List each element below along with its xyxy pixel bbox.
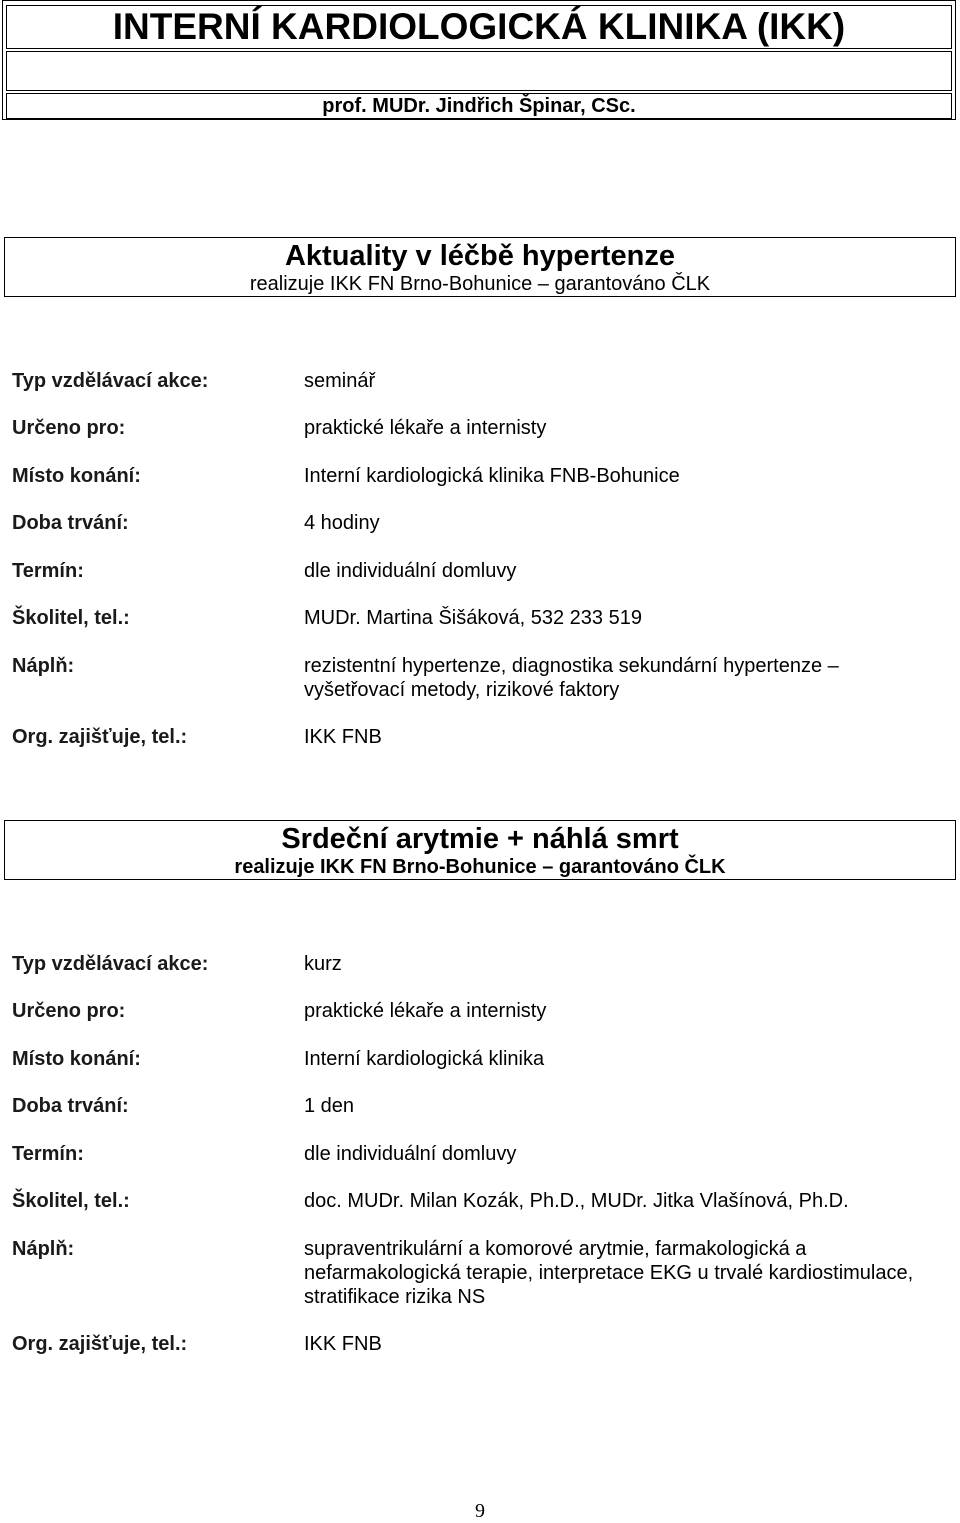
clinic-head: prof. MUDr. Jindřich Špinar, CSc. bbox=[6, 93, 952, 119]
course-2-header bbox=[4, 820, 956, 880]
course-2-value-location: Interní kardiologická klinika bbox=[304, 1048, 545, 1070]
course-2-label-location: Místo konání: bbox=[12, 1048, 141, 1070]
course-1-label-content: Náplň: bbox=[12, 655, 75, 677]
course-2-label-type: Typ vzdělávací akce: bbox=[12, 953, 209, 975]
course-1-value-audience: praktické lékaře a internisty bbox=[304, 417, 547, 439]
course-1-value-trainer: MUDr. Martina Šišáková, 532 233 519 bbox=[304, 607, 642, 629]
course-1-title: Aktuality v léčbě hypertenze bbox=[284, 240, 676, 272]
course-1-value-date: dle individuální domluvy bbox=[304, 560, 517, 582]
course-1-value-location: Interní kardiologická klinika FNB-Bohunice bbox=[304, 465, 680, 487]
course-2-label-date: Termín: bbox=[12, 1143, 84, 1165]
header-table bbox=[2, 0, 956, 120]
course-2-label-audience: Určeno pro: bbox=[12, 1000, 126, 1022]
course-1-subtitle: realizuje IKK FN Brno-Bohunice – garantováno ČLK bbox=[249, 273, 711, 295]
course-2-label-content: Náplň: bbox=[12, 1238, 75, 1260]
course-1-value-content: rezistentní hypertenze, diagnostika sekundární hypertenze – vyšetřovací metody, rizikové faktory bbox=[304, 655, 839, 701]
course-1-label-organizer: Org. zajišťuje, tel.: bbox=[12, 726, 188, 748]
course-1-header bbox=[4, 237, 956, 297]
course-2-label-duration: Doba trvání: bbox=[12, 1095, 129, 1117]
course-2-title: Srdeční arytmie + náhlá smrt bbox=[281, 823, 679, 855]
course-2-subtitle: realizuje IKK FN Brno-Bohunice – garantováno ČLK bbox=[234, 856, 726, 878]
header-empty-row bbox=[6, 51, 952, 91]
course-1-value-type: seminář bbox=[304, 370, 376, 392]
course-2-value-content: supraventrikulární a komorové arytmie, farmakologická a nefarmakologická terapie, interpretace EKG u trvalé kardiostimulace, stratifikace rizika NS bbox=[304, 1238, 914, 1308]
course-1-label-audience: Určeno pro: bbox=[12, 417, 126, 439]
course-2-value-organizer: IKK FNB bbox=[304, 1333, 382, 1355]
clinic-title: INTERNÍ KARDIOLOGICKÁ KLINIKA (IKK) bbox=[6, 5, 952, 49]
course-2-value-audience: praktické lékaře a internisty bbox=[304, 1000, 547, 1022]
course-2-label-organizer: Org. zajišťuje, tel.: bbox=[12, 1333, 188, 1355]
course-2-value-date: dle individuální domluvy bbox=[304, 1143, 517, 1165]
course-1-label-type: Typ vzdělávací akce: bbox=[12, 370, 209, 392]
course-1-label-location: Místo konání: bbox=[12, 465, 141, 487]
course-1-value-organizer: IKK FNB bbox=[304, 726, 382, 748]
course-1-label-trainer: Školitel, tel.: bbox=[12, 607, 130, 629]
page-number: 9 bbox=[475, 1500, 485, 1522]
course-2-value-type: kurz bbox=[304, 953, 342, 975]
course-2-label-trainer: Školitel, tel.: bbox=[12, 1190, 130, 1212]
course-1-label-duration: Doba trvání: bbox=[12, 512, 129, 534]
course-1-value-duration: 4 hodiny bbox=[304, 512, 380, 534]
course-2-value-trainer: doc. MUDr. Milan Kozák, Ph.D., MUDr. Jitka Vlašínová, Ph.D. bbox=[304, 1190, 849, 1212]
course-1-label-date: Termín: bbox=[12, 560, 84, 582]
course-2-value-duration: 1 den bbox=[304, 1095, 355, 1117]
